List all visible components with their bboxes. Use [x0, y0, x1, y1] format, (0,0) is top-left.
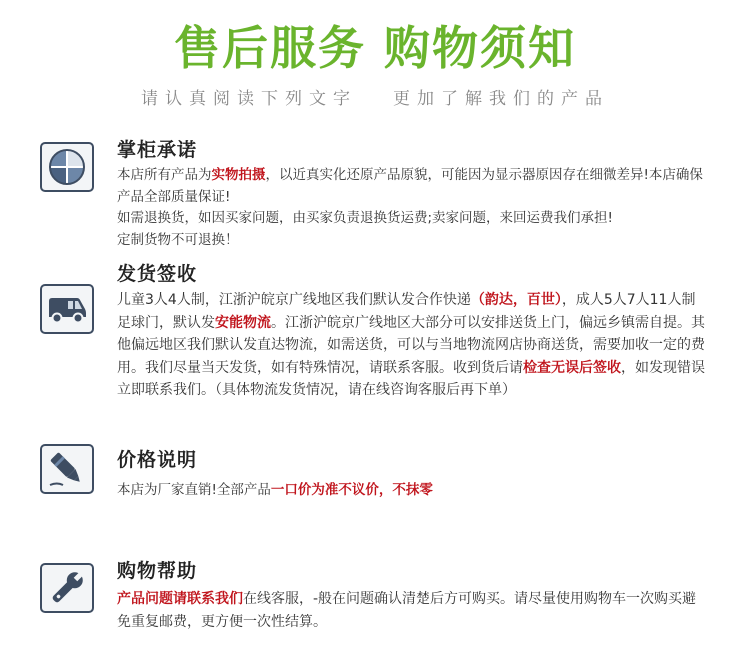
page-title: 售后服务 购物须知 [173, 21, 576, 75]
promise-para-1 [117, 165, 709, 208]
section-body-promise [117, 165, 709, 251]
section-title-help: 购物帮助 [117, 560, 198, 582]
shipping-text-2: ，成人5人7人11人制足球门，默认发 [117, 292, 696, 331]
section-title-shipping: 发货签收 [117, 263, 198, 285]
promise-text-1a: 本店所有产品为 [117, 167, 212, 183]
price-highlight-fixed: 一口价为准不议价，不抹零 [270, 482, 433, 498]
delivery-van-icon [40, 284, 94, 334]
page-subtitle [0, 86, 750, 112]
section-title-price: 价格说明 [117, 449, 198, 471]
section-body-price [117, 480, 709, 502]
marker-pen-icon [40, 444, 94, 494]
promise-para-3: 定制货物不可退换！ [117, 231, 239, 248]
subtitle-left: 请认真阅读下列文字 [141, 89, 357, 109]
promise-para-2: 如需退换货，如因买家问题，由买家负责退换货运费;卖家问题，来回运费我们承担! [117, 210, 613, 226]
shipping-text-4: ，如发现错误立即联系我们。（具体物流发货情况，请在线咨询客服后再下单） [117, 359, 705, 398]
section-body-help [117, 588, 709, 633]
shipping-text-1: 儿童3人4人制，江浙沪皖京广线地区我们默认发合作快递 [117, 292, 471, 308]
promise-highlight-photo: 实物拍摄 [211, 167, 266, 183]
section-body-shipping [117, 289, 709, 402]
shipping-highlight-logistics: 安能物流 [215, 314, 271, 331]
subtitle-right: 更加了解我们的产品 [393, 89, 609, 109]
pie-chart-icon [40, 142, 94, 192]
price-text: 本店为厂家直销!全部产品 [117, 482, 271, 498]
wrench-icon [40, 563, 94, 613]
shipping-highlight-couriers: （韵达，百世） [470, 292, 562, 308]
shipping-highlight-inspect: 检查无误后签收 [523, 359, 621, 376]
help-highlight-contact: 产品问题请联系我们 [117, 591, 243, 607]
section-title-promise: 掌柜承诺 [117, 139, 198, 161]
shipping-text-3: 。江浙沪皖京广线地区大部分可以安排送货上门，偏远乡镇需自提。其他偏远地区我们默认发直达物流，如需送货，可以与当地物流网店协商送货，需要加收一定的费用。我们尽量当天发货，如有特殊情况，请联系客服。收到货后请 [117, 314, 705, 376]
promise-text-1b: ，以近真实化还原产品原貌，可能因为显示器原因存在细微差异!本店确保产品全部质量保证! [117, 167, 703, 205]
help-text: 在线客服，-般在问题确认清楚后方可购买。请尽量使用购物车一次购买避免重复邮费，更方便一次性结算。 [117, 591, 697, 630]
